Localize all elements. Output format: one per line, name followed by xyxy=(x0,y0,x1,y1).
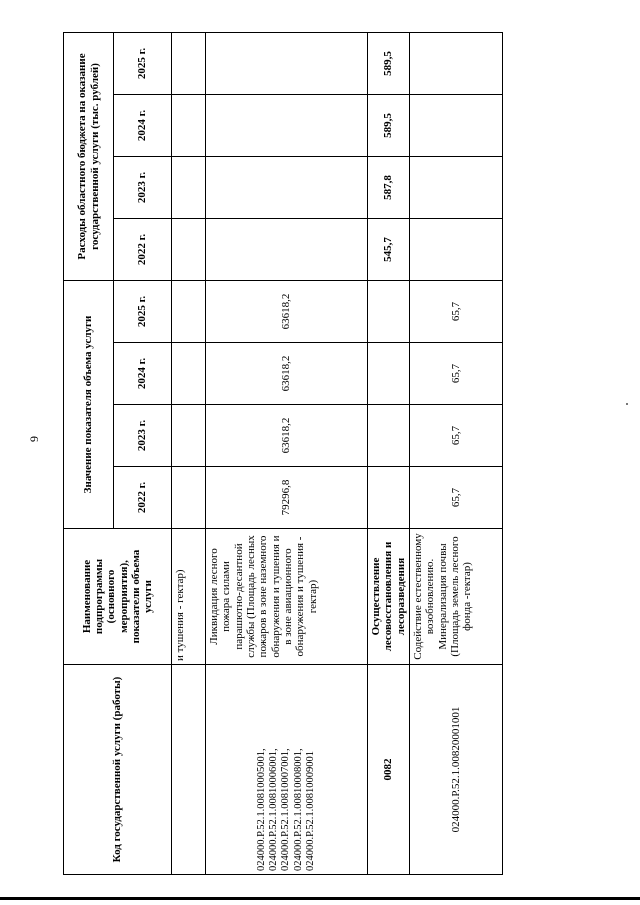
volume-value xyxy=(368,343,410,405)
empty-cell xyxy=(172,94,206,156)
header-expense-year: 2023 г. xyxy=(114,156,172,218)
empty-cell xyxy=(172,343,206,405)
service-name: Осуществление лесовосстановления и лесоразведения xyxy=(368,529,410,665)
service-code: 024000.Р.52.1.00810009001 xyxy=(304,750,316,871)
expense-value xyxy=(409,32,502,94)
service-name: Ликвидация лесного пожара силами парашютно-десантной службы (Площадь лесных пожаров в зоне наземного обнаружения и тушения и в зоне авиационного обнаружения и тушения - гектар) xyxy=(206,529,368,665)
service-code: 024000.Р.52.1.00810007001, xyxy=(280,748,292,871)
service-code-cell xyxy=(368,665,410,875)
page-number: 9 xyxy=(27,436,41,442)
service-code: 024000.Р.52.1.00810006001, xyxy=(268,748,280,871)
empty-cell xyxy=(172,405,206,467)
header-volume-year: 2022 г. xyxy=(114,467,172,529)
unit-row xyxy=(172,32,206,874)
header-expense-year: 2024 г. xyxy=(114,94,172,156)
empty-cell xyxy=(172,467,206,529)
header-volume-year: 2023 г. xyxy=(114,405,172,467)
service-code: 0082 xyxy=(382,758,395,781)
volume-value: 63618,2 xyxy=(206,405,368,467)
expense-value: 589,5 xyxy=(368,94,410,156)
volume-value: 65,7 xyxy=(409,280,502,342)
expense-value xyxy=(409,156,502,218)
volume-value xyxy=(368,467,410,529)
header-expense-year: 2025 г. xyxy=(114,32,172,94)
header-row-1 xyxy=(64,32,114,874)
empty-cell xyxy=(172,156,206,218)
expense-value xyxy=(206,218,368,280)
table-row xyxy=(368,32,410,874)
service-code-cell xyxy=(206,665,368,875)
service-code: 024000.Р.52.1.00810008001, xyxy=(292,748,304,871)
expense-value: 587,8 xyxy=(368,156,410,218)
service-name: Содействие естественному возобновлению. Минерализация почвы (Площадь земель лесного фонда -гектар) xyxy=(409,529,502,665)
volume-value: 63618,2 xyxy=(206,343,368,405)
volume-value xyxy=(368,280,410,342)
expense-value xyxy=(206,32,368,94)
services-table xyxy=(63,32,503,875)
expense-value xyxy=(409,94,502,156)
header-volume-year: 2024 г. xyxy=(114,343,172,405)
volume-value: 65,7 xyxy=(409,405,502,467)
service-code: 024000.Р.52.1.00820001001 xyxy=(449,706,462,833)
volume-value xyxy=(368,405,410,467)
scan-speck xyxy=(626,403,628,405)
volume-value: 65,7 xyxy=(409,467,502,529)
unit-cell-empty xyxy=(172,665,206,875)
expense-value xyxy=(206,94,368,156)
volume-value: 63618,2 xyxy=(206,280,368,342)
service-code: 024000.Р.52.1.00810005001, xyxy=(256,748,268,871)
header-expense-group: Расходы областного бюджета на оказание государственной услуги (тыс. рублей) xyxy=(64,32,114,280)
header-name: Наименование подпрограммы (основного мероприятия), показатели объема услуги xyxy=(64,529,172,665)
header-volume-year: 2025 г. xyxy=(114,280,172,342)
header-volume-group: Значение показателя объема услуги xyxy=(64,280,114,528)
empty-cell xyxy=(172,280,206,342)
rotated-table-wrapper xyxy=(63,33,500,875)
service-code-cell xyxy=(409,665,502,875)
expense-value: 545,7 xyxy=(368,218,410,280)
expense-value xyxy=(409,218,502,280)
table-row xyxy=(206,32,368,874)
expense-value: 589,5 xyxy=(368,32,410,94)
empty-cell xyxy=(172,32,206,94)
volume-value: 79296,8 xyxy=(206,467,368,529)
table-row xyxy=(409,32,502,874)
header-code: Код государственной услуги (работы) xyxy=(64,665,172,875)
page-bottom-rule xyxy=(0,897,640,900)
volume-value: 65,7 xyxy=(409,343,502,405)
expense-value xyxy=(206,156,368,218)
unit-cell-text: и тушения - гектар) xyxy=(172,529,206,665)
header-expense-year: 2022 г. xyxy=(114,218,172,280)
empty-cell xyxy=(172,218,206,280)
